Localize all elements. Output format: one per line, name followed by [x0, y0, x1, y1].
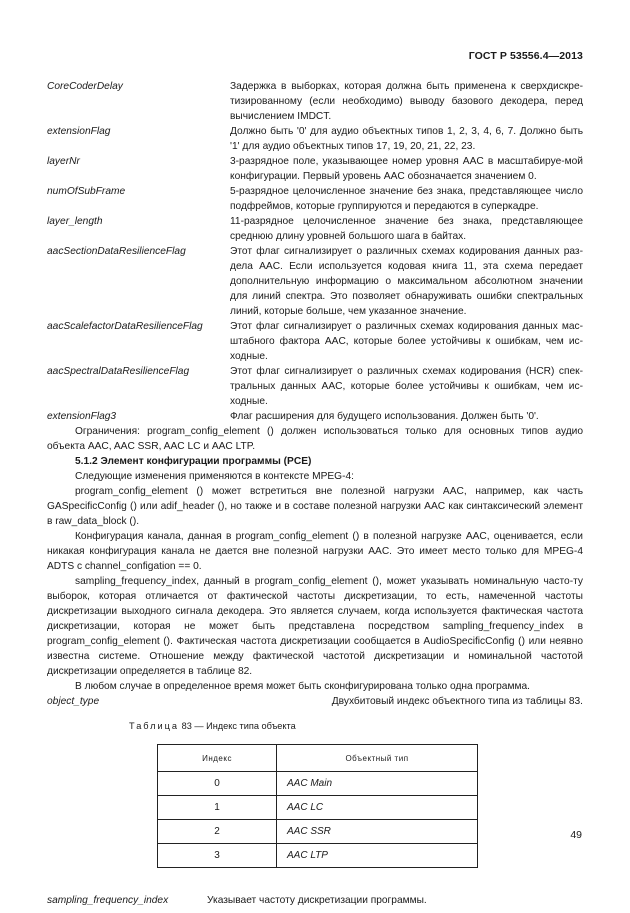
object-type-cell: AAC LTP — [277, 844, 478, 868]
definition-text: Флаг расширения для будущего использования. Должен быть '0'. — [230, 411, 539, 422]
column-header-index: Индекс — [158, 745, 277, 772]
definition-row — [47, 364, 583, 409]
table-header-row — [158, 745, 478, 772]
definition-row — [47, 244, 583, 319]
section-heading: 5.1.2 Элемент конфигурации программы (PCE) — [75, 456, 312, 467]
definition-term: aacSpectralDataResilienceFlag — [47, 366, 190, 377]
definition-text: Должно быть '0' для аудио объектных типов 1, 2, 3, 4, 6, 7. Должно быть '1' для аудио объектных типов 17, 19, 20, 21, 22, 23. — [230, 126, 583, 152]
table-row — [158, 844, 478, 868]
body-paragraph: program_config_element () может встретиться вне полезной нагрузки AAC, например, как часть GASpecificConfig () или adif_header (), но также и в составе полезной нагрузки AAC как синтаксический элемент в raw_data_block (). — [47, 486, 583, 527]
definition-row — [47, 184, 583, 214]
definition-text: 5-разрядное целочисленное значение без знака, представляющее число подфреймов, которые группируются и передаются в суперкадре. — [230, 186, 583, 212]
definition-term: aacScalefactorDataResilienceFlag — [47, 321, 203, 332]
definition-term: object_type — [47, 696, 100, 707]
definition-term: extensionFlag3 — [47, 411, 117, 422]
table-caption-text: 83 — Индекс типа объекта — [181, 721, 296, 731]
index-cell: 3 — [158, 844, 277, 868]
definition-text: Указывает частоту дискретизации программы. — [207, 895, 427, 906]
object-type-table — [157, 744, 478, 868]
definition-row — [47, 124, 583, 154]
definition-term: extensionFlag — [47, 126, 111, 137]
definition-text: 3-разрядное поле, указывающее номер уровня AAC в масштабируе-мой конфигурации. Первый уровень AAC обозначается значением 0. — [230, 156, 583, 182]
definition-row — [47, 154, 583, 184]
definition-term: numOfSubFrame — [47, 186, 126, 197]
body-paragraph: sampling_frequency_index, данный в program_config_element (), может указывать номинальную часто-ту выборок, которая отличается от фактической частоты дискретизации, то есть, намеченной частоты дискретизации выходного сигнала декодера. Это является случаем, когда используется фактическая частота дискретизации, которая не может быть представлена посредством sampling_frequency_index в program_config_element (). Фактическая частота дискретизации сообщается в AudioSpecificConfig () или неявно известна системе. Отношение между фактической частотой дискретизации и номинальной частотой дискретизации определяется в таблице 82. — [47, 576, 583, 677]
definition-text: 11-разрядное целочисленное значение без знака, представляющее среднюю длину уровней большого шага в байтах. — [230, 216, 583, 242]
definition-row — [47, 409, 583, 424]
page-number: 49 — [570, 829, 582, 841]
index-cell: 2 — [158, 820, 277, 844]
document-header: ГОСТ Р 53556.4—2013 — [468, 50, 583, 62]
definition-text: Этот флаг сигнализирует о различных схемах кодирования данных раз-дела AAC. Если используется кодовая книга 11, эта схема передает дополнительную информацию о максимальном абсолютном значении для линий спектра. Это позволяет обнаруживать ошибки спектральных линий, которые больше, чем указанное значение. — [230, 246, 583, 317]
page-content — [47, 79, 583, 908]
restriction-paragraph: Ограничения: program_config_element () должен использоваться только для основных типов аудио объекта AAC, AAC SSR, AAC LC и AAC LTP. — [47, 426, 583, 452]
body-paragraph: Конфигурация канала, данная в program_config_element () в полезной нагрузке AAC, оценивается, если никакая конфигурация канала не дается вне полезной нагрузки AAC. Это имеет место только для MPEG-4 ADTS с channel_configation == 0. — [47, 531, 583, 572]
index-cell: 0 — [158, 772, 277, 796]
definition-term: sampling_frequency_index — [47, 895, 169, 906]
index-cell: 1 — [158, 796, 277, 820]
table-row — [158, 820, 478, 844]
object-type-cell: AAC LC — [277, 796, 478, 820]
table-caption-label: Таблица — [129, 721, 180, 731]
object-type-cell: AAC SSR — [277, 820, 478, 844]
definition-row — [47, 79, 583, 124]
definition-row — [47, 319, 583, 364]
definition-text: Этот флаг сигнализирует о различных схемах кодирования (HCR) спек-тральных данных AAC, которые более устойчивы к ошибкам, чем ис-ходные. — [230, 366, 583, 407]
definition-term: CoreCoderDelay — [47, 81, 123, 92]
body-paragraph: В любом случае в определенное время может быть сконфигурирована только одна программа. — [75, 681, 530, 692]
column-header-object-type: Объектный тип — [277, 745, 478, 772]
definition-term: aacSectionDataResilienceFlag — [47, 246, 186, 257]
object-type-cell: AAC Main — [277, 772, 478, 796]
definition-text: Двухбитовый индекс объектного типа из таблицы 83. — [331, 696, 583, 707]
sfi-definition — [47, 893, 583, 908]
object-type-definition — [47, 694, 583, 709]
table-caption — [129, 719, 583, 734]
body-paragraph: Следующие изменения применяются в контексте MPEG-4: — [75, 471, 354, 482]
definition-text: Этот флаг сигнализирует о различных схемах кодирования данных мас-штабного фактора AAC, которые более устойчивы к ошибкам, чем ис-ходные. — [230, 321, 583, 362]
definition-term: layerNr — [47, 156, 80, 167]
table-row — [158, 772, 478, 796]
definition-row — [47, 214, 583, 244]
table-row — [158, 796, 478, 820]
definition-text: Задержка в выборках, которая должна быть применена к сверхдискре-тизированному (если необходимо) выводу базового декодера, перед вычислением IMDCT. — [230, 81, 583, 122]
definition-term: layer_length — [47, 216, 103, 227]
